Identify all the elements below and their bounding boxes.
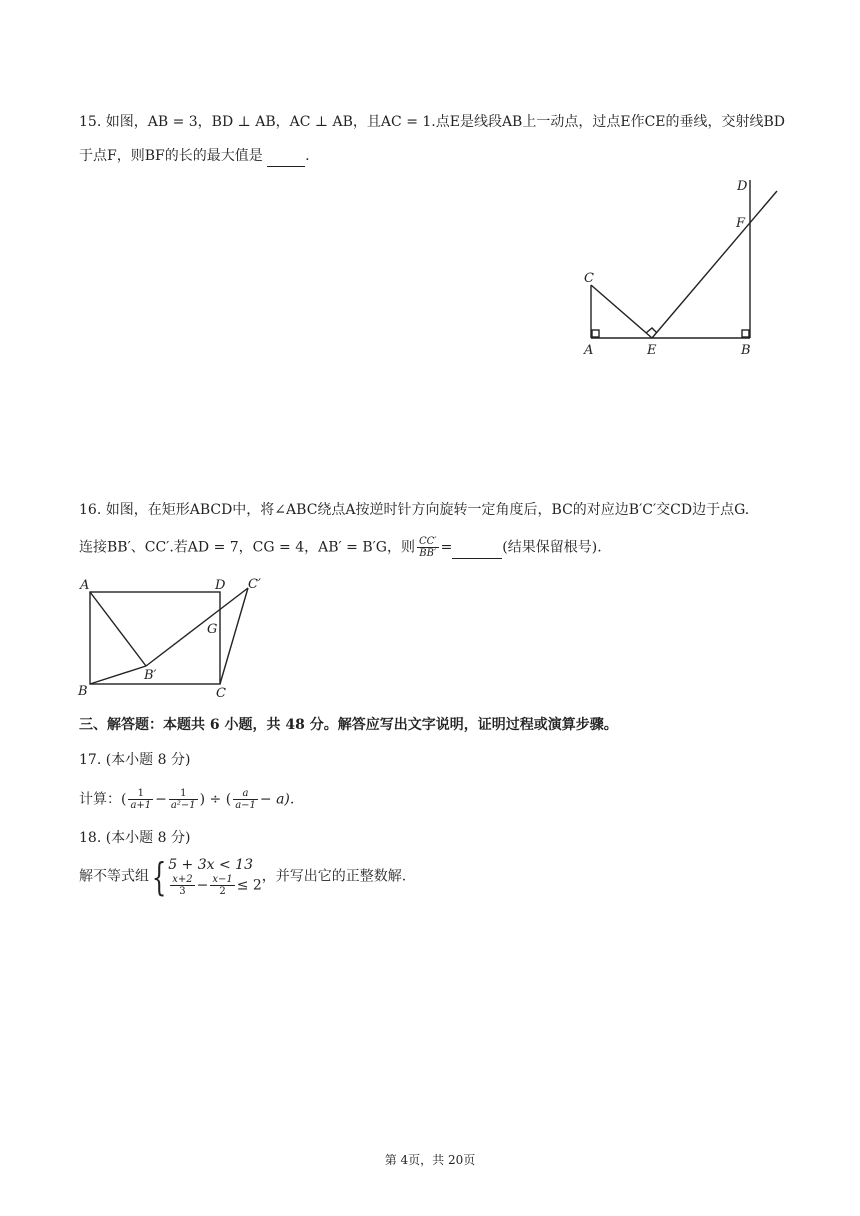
q18-prefix: 解不等式组	[79, 868, 149, 885]
q15-line-ef	[652, 191, 777, 338]
q15-text1: 15. 如图，AB = 3，BD ⊥ AB，AC ⊥ AB，且AC = 1.点E是线段AB上一动点，过点E作CE的垂线，交射线BD	[79, 114, 786, 130]
q18-inequality-2	[168, 874, 262, 897]
q16-line1	[79, 500, 749, 520]
q15-line2	[79, 146, 310, 167]
q17-fraction-2: $\frac{1}{\text{a²−1}}$	[170, 788, 196, 811]
q17-minus: −	[155, 791, 167, 808]
q15-label-a: A	[584, 343, 594, 358]
q15-text2-suffix: .	[305, 148, 310, 164]
q15-right-angle-e	[646, 328, 657, 333]
q16-segment-bbp	[90, 666, 146, 684]
q18-title: 18. (本小题 8 分)	[79, 830, 191, 846]
q16-segment-abp	[90, 592, 146, 666]
q16-eq: =	[440, 539, 453, 556]
q16-text2: 连接BB′、CC′.若AD = 7，CG = 4，AB′ = B′G，则	[79, 539, 415, 556]
q15-text2: 于点F，则BF的长的最大值是	[79, 148, 263, 164]
q16-label-d: D	[215, 578, 226, 593]
q15-figure	[570, 175, 790, 365]
q15-label-f: F	[736, 216, 746, 231]
q16-text1: 16. 如图，在矩形ABCD中，将∠ABC绕点A按逆时针方向旋转一定角度后，BC的对应边B′C′交CD边于点G.	[79, 502, 750, 518]
q16-label-cp: C′	[248, 577, 261, 592]
q16-segment-bpcp	[146, 588, 248, 666]
q17-prefix: 计算：(	[79, 791, 127, 808]
q17-fraction-1: $\frac{1}{a+1}$	[130, 788, 152, 811]
q15-segment-ce	[591, 285, 652, 338]
q16-fraction: $\frac{CC'}{BB'}$	[418, 536, 437, 559]
q17-divide: ) ÷ (	[199, 791, 232, 808]
q18-suffix: ，并写出它的正整数解.	[261, 868, 407, 885]
q16-answer-blank[interactable]	[452, 538, 502, 559]
q17-expression	[79, 788, 294, 811]
page-footer: 第 4页，共 20页	[384, 1153, 476, 1167]
q15-label-c: C	[584, 271, 594, 286]
q15-answer-blank[interactable]	[267, 146, 305, 167]
q16-label-g: G	[207, 622, 218, 637]
q16-label-c: C	[216, 686, 226, 701]
q15-label-e: E	[647, 343, 657, 358]
q17-tail: − a).	[259, 791, 295, 808]
q16-figure	[74, 572, 274, 702]
q17-title: 17. (本小题 8 分)	[79, 752, 191, 768]
q15-label-b: B	[741, 343, 751, 358]
section-3-heading: 三、解答题：本题共 6 小题，共 48 分。解答应写出文字说明，证明过程或演算步骤。	[79, 717, 618, 733]
q16-label-b: B	[78, 684, 88, 699]
q15-right-angle-a	[592, 330, 599, 337]
q18-fraction-1: $\frac{x+2}{3}$	[172, 874, 193, 897]
q18-brace: {	[151, 854, 167, 899]
q15-line1	[79, 112, 785, 132]
q18-system-lines	[168, 856, 262, 897]
q16-label-a: A	[80, 578, 90, 593]
q18-minus: −	[196, 877, 209, 894]
q18-system	[79, 856, 406, 897]
q18-inequality-1: 5 + 3x < 13	[168, 857, 253, 873]
q16-line2	[79, 536, 602, 559]
q16-text2-suffix: (结果保留根号).	[502, 539, 602, 556]
q17-fraction-3: $\frac{a}{a-1}$	[235, 788, 256, 811]
q18-ineq2-tail: ≤ 2	[236, 877, 262, 894]
q16-segment-ccp	[220, 588, 248, 684]
q15-right-angle-b	[742, 330, 749, 337]
q15-label-d: D	[737, 179, 748, 194]
q16-label-bp: B′	[144, 668, 157, 683]
q18-fraction-2: $\frac{x-1}{2}$	[212, 874, 233, 897]
